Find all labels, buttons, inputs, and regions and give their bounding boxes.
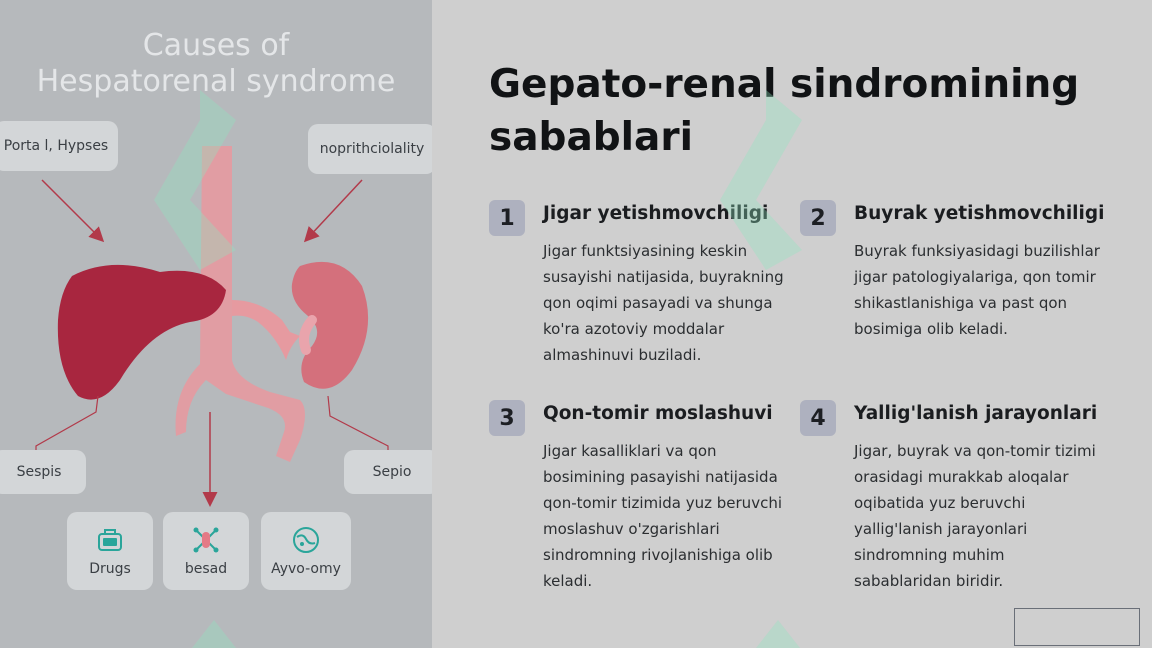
connector-bottom-right <box>328 396 388 454</box>
item-description: Jigar, buyrak va qon-tomir tizimi orasidagi murakkab aloqalar oqibatida yuz beruvchi yallig'lanish jarayonlari sindromning muhim sabablaridan biridir. <box>854 442 1096 590</box>
item-title: Qon-tomir moslashuvi <box>543 403 773 424</box>
illustration-title-line-2: Hespatorenal syndrome <box>36 64 396 99</box>
item-title: Yallig'lanish jarayonlari <box>854 403 1098 424</box>
illustration-title-line-1: Causes of <box>142 28 290 63</box>
renal-vessel-shape <box>232 300 300 360</box>
tile-drugs <box>67 512 153 590</box>
tile-label: besad <box>184 561 228 577</box>
medical-bag-icon <box>95 525 125 555</box>
item-title: Jigar yetishmovchiligi <box>543 203 769 224</box>
callout-bottom-right: Sepio <box>344 450 432 494</box>
globe-icon <box>291 525 321 555</box>
tile-label: Drugs <box>89 561 131 577</box>
item-number-badge: 3 <box>489 400 525 436</box>
arrow-top-right <box>306 180 362 240</box>
arrow-top-left <box>42 180 102 240</box>
item-number-badge: 4 <box>800 400 836 436</box>
item-number-badge: 1 <box>489 200 525 236</box>
item-description: Jigar kasalliklari va qon bosimining pasayishi natijasida qon-tomir tizimida yuz beruvchi moslashuv o'zgarishlari sindromning rivojlanishiga olib keladi. <box>543 442 782 590</box>
network-icon <box>191 525 221 555</box>
illustration-panel <box>0 0 432 648</box>
tile-label: Ayvo-omy <box>271 561 341 577</box>
page-title: Gepato-renal sindromining sabablari <box>489 62 1080 160</box>
content-panel <box>432 0 1152 648</box>
corner-frame <box>1014 608 1140 646</box>
callout-top-left: Porta l, Hypses <box>0 121 118 171</box>
item-description: Jigar funktsiyasining keskin susayishi natijasida, buyrakning qon oqimi pasayadi va shunga ko'ra azotoviy moddalar almashinuvi buziladi. <box>543 242 784 364</box>
item-description: Buyrak funksiyasidagi buzilishlar jigar patologiyalariga, qon tomir shikastlanishiga va past qon bosimiga olib keladi. <box>854 242 1100 338</box>
item-number-badge: 2 <box>800 200 836 236</box>
tile-besad <box>163 512 249 590</box>
connector-bottom-left <box>36 396 98 454</box>
item-title: Buyrak yetishmovchiligi <box>854 203 1105 224</box>
callout-top-right: noprithciolality <box>308 124 432 174</box>
tile-ayvo-omy <box>261 512 351 590</box>
callout-bottom-left: Sespis <box>0 450 86 494</box>
